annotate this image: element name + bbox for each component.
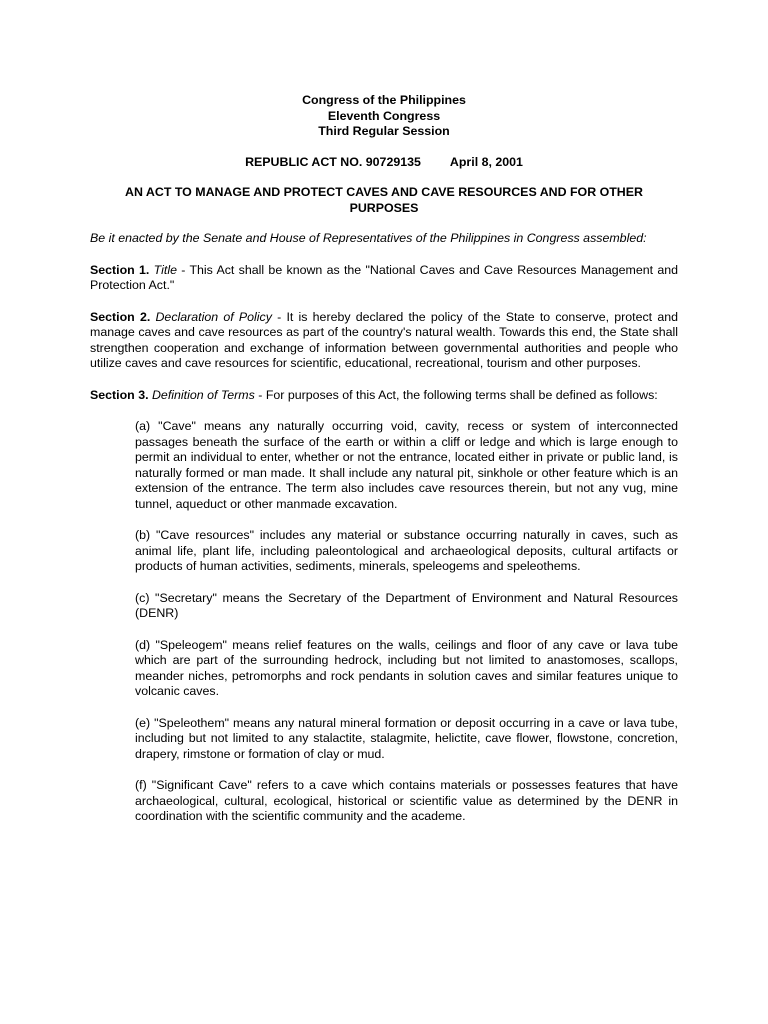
definitions-list: [90, 419, 678, 825]
section-subtitle: Declaration of Policy: [155, 309, 272, 324]
document-header: [90, 93, 678, 140]
section-heading: Section 1.: [90, 262, 150, 277]
header-congress-number: Eleventh Congress: [327, 108, 441, 123]
header-session: Third Regular Session: [318, 124, 450, 138]
section-subtitle: Definition of Terms: [151, 387, 255, 402]
definition-cave: (a) "Cave" means any naturally occurring void, cavity, recess or system of interconnected passages beneath the surface of the earth or within a cliff or ledge and which is large enough to permit an individual to enter, whether or not the entrance, located either in private or public land, is naturally formed or man made. It shall include any natural pit, sinkhole or other feature which is an extension of the entrance. The term also includes cave resources therein, but not any vug, mine tunnel, aqueduct or other manmade excavation.: [135, 419, 678, 511]
section-text: - It is hereby declared the policy of the State to conserve, protect and manage caves and cave resources as part of the country's natural wealth. Towards this end, the State shall strengthen cooperation and exchange of information between governmental authorities and people who utilize caves and cave resources for scientific, educational, recreational, tourism and other purposes.: [90, 309, 678, 370]
section-1: [90, 263, 678, 294]
section-heading: Section 2.: [90, 309, 151, 324]
act-date: April 8, 2001: [449, 154, 523, 169]
section-heading: Section 3.: [90, 387, 149, 402]
act-title: AN ACT TO MANAGE AND PROTECT CAVES AND CAVE RESOURCES AND FOR OTHER PURPOSES: [125, 185, 643, 215]
act-number-line: [90, 155, 678, 171]
act-number: REPUBLIC ACT NO. 90729135: [245, 154, 421, 169]
definition-significant-cave: (f) "Significant Cave" refers to a cave which contains materials or possesses features that have archaeological, cultural, ecological, historical or scientific value as determined by the DENR in coordination with the scientific community and the academe.: [135, 778, 678, 823]
definition-speleothem: (e) "Speleothem" means any natural mineral formation or deposit occurring in a cave or lava tube, including but not limited to any stalactite, stalagmite, helictite, cave flower, flowstone, concretion, drapery, rimstone or formation of clay or mud.: [135, 715, 678, 761]
section-text: - This Act shall be known as the "National Caves and Cave Resources Management and Protection Act.": [90, 262, 678, 292]
definition-secretary: (c) "Secretary" means the Secretary of the Department of Environment and Natural Resources (DENR): [135, 590, 678, 620]
header-congress: Congress of the Philippines: [302, 93, 466, 107]
definition-speleogem: (d) "Speleogem" means relief features on the walls, ceilings and floor of any cave or lava tube which are part of the surrounding hedrock, including but not limited to anastomoses, scallops, meander niches, petromorphs and rock pendants in solution caves and similar features unique to volcanic caves.: [135, 637, 678, 698]
section-3: [90, 388, 678, 404]
definition-cave-resources: (b) "Cave resources" includes any material or substance occurring naturally in caves, such as animal life, plant life, including paleontological and archaeological deposits, cultural artifacts or products of human activities, sediments, minerals, speleogems and speleothems.: [135, 528, 678, 573]
section-subtitle: Title: [153, 262, 177, 277]
section-text: - For purposes of this Act, the following terms shall be defined as follows:: [254, 387, 658, 402]
section-2: [90, 310, 678, 372]
enacting-clause: Be it enacted by the Senate and House of Representatives of the Philippines in Congress assembled:: [90, 231, 647, 245]
